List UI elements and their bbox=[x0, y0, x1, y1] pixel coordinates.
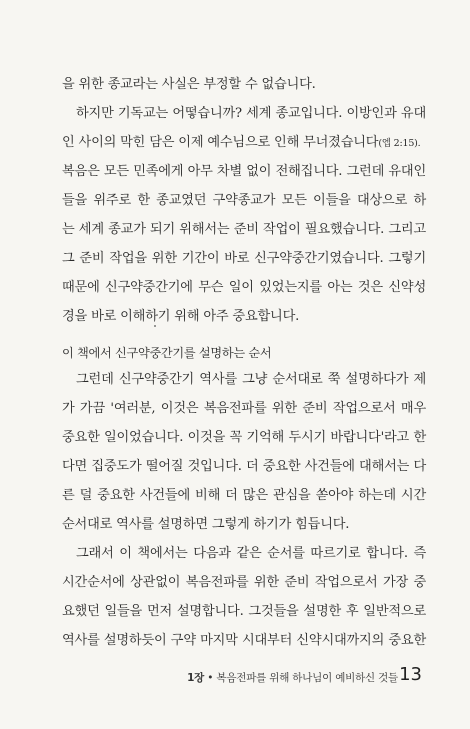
text-line: 때문에 신구약중간기에 무슨 일이 있었는지를 아는 것은 신약성 bbox=[62, 280, 426, 295]
text-line: 하지만 기독교는 어떻습니까? 세계 종교입니다. 이방인과 유대 bbox=[76, 106, 426, 121]
text-line: 복음은 모든 민족에게 아무 차별 없이 전해집니다. 그런데 유대인 bbox=[62, 164, 426, 179]
text-line: 그 준비 작업을 위한 기간이 바로 신구약중간기였습니다. 그렇기 bbox=[62, 251, 426, 266]
text-line: 그런데 신구약중간기 역사를 그냥 순서대로 쭉 설명하다가 제 bbox=[76, 372, 426, 387]
text-line: 순서대로 역사를 설명하면 그렇게 하기가 힘듭니다. bbox=[62, 517, 350, 532]
section-heading: 이 책에서 신구약중간기를 설명하는 순서 bbox=[62, 346, 272, 360]
text-line: 역사를 설명하듯이 구약 마지막 시대부터 신약시대까지의 중요한 bbox=[62, 633, 426, 648]
text-line: 다면 집중도가 떨어질 것입니다. 더 중요한 사건들에 대해서는 다 bbox=[62, 459, 426, 474]
text-line-content: 인 사이의 막힌 담은 이제 예수님으로 인해 무너졌습니다 bbox=[62, 135, 379, 150]
running-footer bbox=[187, 670, 398, 685]
text-line: 는 세계 종교가 되기 위해서는 준비 작업이 필요했습니다. 그리고 bbox=[62, 222, 426, 237]
text-line: 른 덜 중요한 사건들에 비해 더 많은 관심을 쏟아야 하는데 시간 bbox=[62, 488, 426, 503]
text-line: 요했던 일들을 먼저 설명합니다. 그것들을 설명한 후 일반적으로 bbox=[62, 604, 426, 619]
stray-mark bbox=[154, 325, 156, 327]
text-line bbox=[62, 136, 426, 149]
footer-separator: • bbox=[204, 672, 217, 684]
page-number: 13 bbox=[399, 664, 422, 685]
text-line: 을 위한 종교라는 사실은 부정할 수 없습니다. bbox=[62, 77, 316, 92]
text-line: 들을 위주로 한 종교였던 구약종교가 모든 이들을 대상으로 하 bbox=[62, 193, 426, 208]
text-line: 중요한 일이었습니다. 이것을 꼭 기억해 두시기 바랍니다'라고 한 bbox=[62, 430, 426, 445]
chapter-title: 복음전파를 위해 하나님이 예비하신 것들 bbox=[216, 672, 398, 684]
chapter-label: 1장 bbox=[187, 672, 205, 684]
page-footer bbox=[0, 664, 470, 688]
text-line: 가 가끔 '여러분, 이것은 복음전파를 위한 준비 작업으로서 매우 bbox=[62, 401, 426, 416]
text-line: 경을 바로 이해하기 위해 아주 중요합니다. bbox=[62, 309, 300, 324]
text-line: 시간순서에 상관없이 복음전파를 위한 준비 작업으로서 가장 중 bbox=[62, 575, 426, 590]
bible-reference: (엡 2:15). bbox=[378, 138, 421, 149]
text-line: 그래서 이 책에서는 다음과 같은 순서를 따르기로 합니다. 즉 bbox=[76, 546, 426, 561]
